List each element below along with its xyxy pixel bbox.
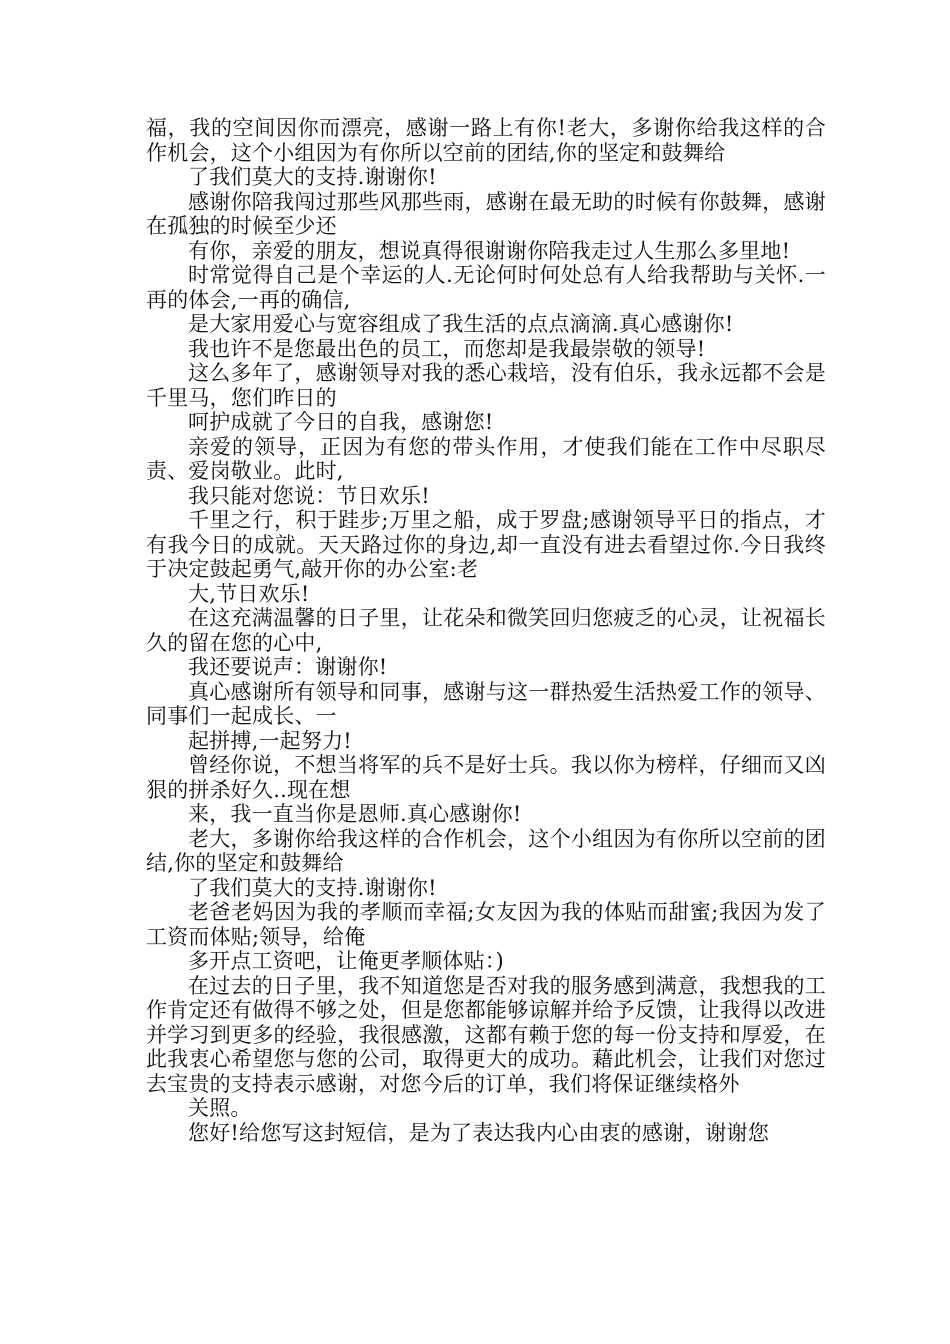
paragraph-6: 是大家用爱心与宽容组成了我生活的点点滴滴.真心感谢你!: [188, 312, 734, 336]
paragraph-18: 曾经你说，不想当将军的兵不是好士兵。我以你为榜样，仔细而又凶狠的拼杀好久..现在想: [146, 753, 826, 802]
paragraph-24: 在过去的日子里，我不知道您是否对我的服务感到满意，我想我的工作肯定还有做得不够之处，但是您都能够谅解并给予反馈，让我得以改进并学习到更多的经验，我很感激，这都有赖于您的每一份支持和厚爱，在此我衷心希望您与您的公司，取得更大的成功。藉此机会，让我们对您过去宝贵的支持表示感谢，对您今后的订单，我们将保证继续格外: [146, 973, 826, 1096]
paragraph-15: 我还要说声：谢谢你!: [188, 655, 388, 679]
paragraph-7: 我也许不是您最出色的员工，而您却是我最崇敬的领导!: [188, 336, 706, 361]
paragraph-26: 您好!给您写这封短信，是为了表达我内心由衷的感谢，谢谢您: [188, 1120, 770, 1145]
paragraph-3: 感谢你陪我闯过那些风那些雨，感谢在最无助的时候有你鼓舞，感谢在孤独的时候至少还: [146, 189, 826, 238]
paragraph-9: 呵护成就了今日的自我，感谢您!: [188, 410, 494, 434]
paragraph-19: 来，我一直当你是恩师.真心感谢你!: [188, 802, 522, 826]
paragraph-25: 关照。: [188, 1096, 252, 1120]
paragraph-5: 时常觉得自己是个幸运的人.无论何时何处总有人给我帮助与关怀.一再的体会,一再的确信,: [146, 263, 826, 312]
paragraph-2: 了我们莫大的支持.谢谢你!: [188, 165, 437, 189]
paragraph-17: 起拼搏,一起努力!: [188, 728, 352, 753]
paragraph-12: 千里之行，积于跬步;万里之船，成于罗盘;感谢领导平日的指点，才有我今日的成就。天天路过你的身边,却一直没有进去看望过你.今日我终于决定鼓起勇气,敲开你的办公室:老: [146, 508, 826, 581]
document-body: [146, 116, 826, 1145]
paragraph-22: 老爸老妈因为我的孝顺而幸福;女友因为我的体贴而甜蜜;我因为发了工资而体贴;领导，给俺: [146, 900, 826, 949]
paragraph-14: 在这充满温馨的日子里，让花朵和微笑回归您疲乏的心灵，让祝福长久的留在您的心中,: [146, 606, 826, 655]
paragraph-10: 亲爱的领导，正因为有您的带头作用，才使我们能在工作中尽职尽责、爱岗敬业。此时,: [146, 434, 826, 483]
paragraph-16: 真心感谢所有领导和同事，感谢与这一群热爱生活热爱工作的领导、同事们一起成长、一: [146, 679, 826, 728]
paragraph-1: 福，我的空间因你而漂亮，感谢一路上有你!老大，多谢你给我这样的合作机会，这个小组因为有你所以空前的团结,你的坚定和鼓舞给: [146, 116, 826, 165]
paragraph-13: 大,节日欢乐!: [188, 581, 310, 606]
paragraph-20: 老大，多谢你给我这样的合作机会，这个小组因为有你所以空前的团结,你的坚定和鼓舞给: [146, 826, 826, 875]
paragraph-4: 有你，亲爱的朋友，想说真得很谢谢你陪我走过人生那么多里地!: [188, 238, 791, 263]
paragraph-8: 这么多年了，感谢领导对我的悉心栽培，没有伯乐，我永远都不会是千里马，您们昨日的: [146, 361, 826, 410]
paragraph-21: 了我们莫大的支持.谢谢你!: [188, 875, 437, 900]
paragraph-11: 我只能对您说：节日欢乐!: [188, 483, 430, 508]
paragraph-23: 多开点工资吧，让俺更孝顺体贴：): [188, 949, 504, 973]
